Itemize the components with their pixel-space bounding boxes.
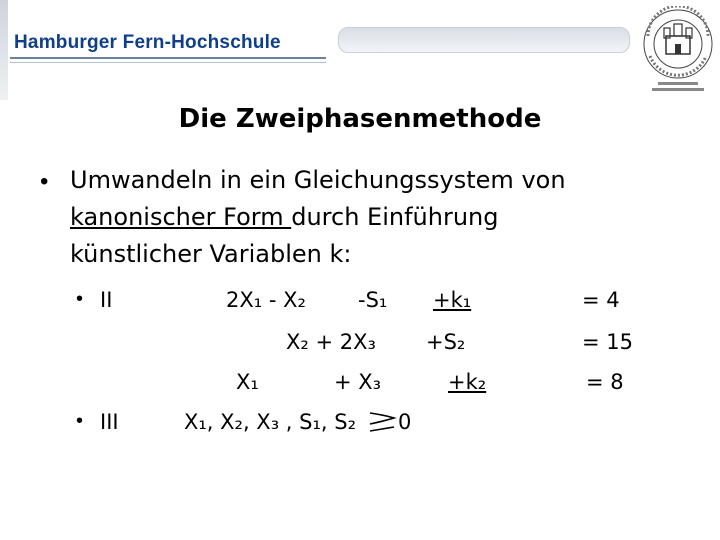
greater-equal-symbol (366, 407, 398, 435)
header-decorative-box (338, 27, 630, 53)
row3-x1: X₁ (236, 370, 259, 394)
nonneg-label: III (100, 410, 119, 434)
row3-x3: + X₃ (334, 370, 382, 394)
nonneg-variables: X₁, X₂, X₃ , S₁, S₂ (184, 410, 356, 434)
slide-title: Die Zweiphasenmethode (178, 104, 542, 134)
main-text-line-2-rest: durch Einführung (291, 203, 499, 231)
nonneg-zero: 0 (398, 410, 412, 434)
university-seal-logo (636, 6, 720, 96)
main-text-line-3: künstlicher Variablen k: (70, 240, 352, 268)
row2-slack: +S₂ (426, 330, 466, 354)
underlined-term: kanonischer Form (70, 203, 292, 231)
institution-name: Hamburger Fern-Hochschule (14, 32, 281, 53)
main-text-line-2 (70, 203, 498, 231)
row1-slack: -S₁ (358, 288, 388, 312)
header-side-bar (0, 0, 8, 100)
row1-rhs: = 4 (582, 288, 620, 312)
row3-rhs: = 8 (586, 370, 624, 394)
sub-bullet-marker-2: • (76, 410, 84, 432)
bullet-marker: • (40, 168, 49, 195)
sub-bullet-marker: • (76, 288, 84, 310)
row2-lhs: X₂ + 2X₃ (286, 330, 376, 354)
row3-artificial: +k₂ (448, 370, 487, 394)
row1-artificial: +k₁ (433, 288, 472, 312)
row1-lhs: 2X₁ - X₂ (226, 288, 306, 312)
system-label: II (100, 288, 113, 312)
main-text-line-1: Umwandeln in ein Gleichungssystem von (70, 166, 566, 194)
header-rule (10, 57, 326, 59)
header-rule-thin (10, 62, 326, 63)
row2-rhs: = 15 (582, 330, 633, 354)
